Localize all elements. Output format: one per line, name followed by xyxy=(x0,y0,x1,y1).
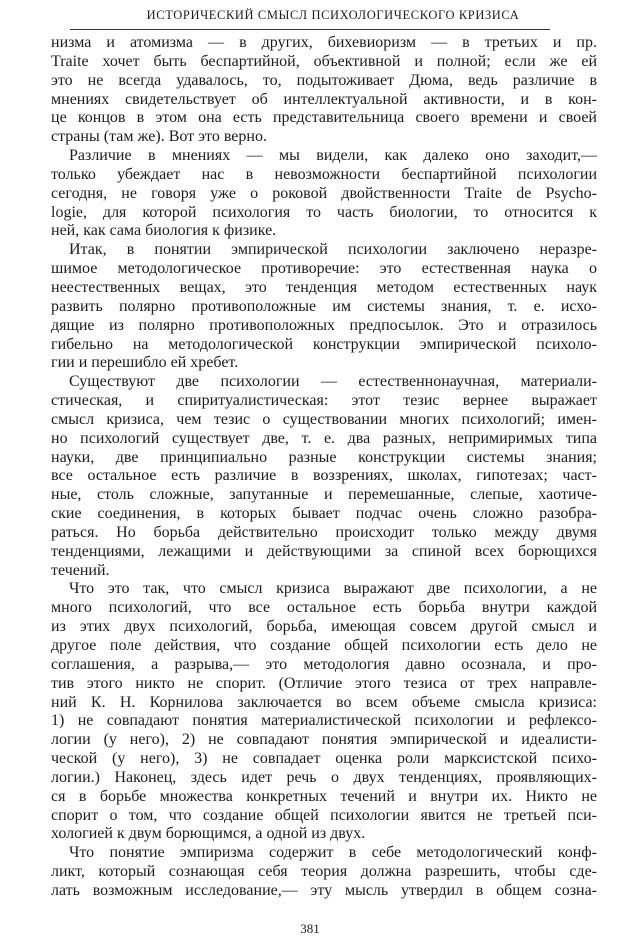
text-line: 1) не совпадают понятия материалистической психологии и рефлексо- xyxy=(51,712,597,730)
text-line: тенденциями, лежащими и действующими за спиной всех борющихся xyxy=(51,542,597,560)
text-line: спорит о том, что создание общей психологии явится не третьей пси- xyxy=(51,806,597,824)
text-line: логии.) Наконец, здесь идет речь о двух тенденциях, проявляющих- xyxy=(51,768,597,786)
text-line: ликт, который сознающая себя теория должна разрешить, чтобы сде- xyxy=(51,863,597,881)
text-line: сегодня, не говоря уже о роковой двойственности Traite de Psycho- xyxy=(51,184,597,202)
text-line: неестественных вещах, это тенденция методом естественных наук xyxy=(51,278,597,296)
text-line: другое поле действия, что создание общей психологии есть дело не xyxy=(51,637,597,654)
text-line: лать возможным исследование,— эту мысль утвердил в общем созна- xyxy=(51,881,597,899)
text-line: гибельно на методологической конструкции эмпирической психоло- xyxy=(51,335,597,353)
text-line: из этих двух психологий, борьба, имеющая совсем другой смысл и xyxy=(51,618,597,636)
text-line: только убеждает нас в невозможности беспартийной психологии xyxy=(51,165,597,183)
text-line: низма и атомизма — в других, бихевиоризм — в третьих и пр. xyxy=(51,34,597,51)
running-title: ИСТОРИЧЕСКИЙ СМЫСЛ ПСИХОЛОГИЧЕСКОГО КРИЗИСА xyxy=(146,8,520,22)
text-line: ся в борьбе множества конкретных течений и внутри их. Никто не xyxy=(51,787,597,805)
text-line: много психологий, что все остальное есть борьба внутри каждой xyxy=(51,599,597,617)
header-rule xyxy=(70,29,550,30)
text-line: Итак, в понятии эмпирической психологии заключено неразре- xyxy=(69,241,597,259)
text-line: ней, как сама биология к физике. xyxy=(51,222,277,240)
text-line: логии (у него), 2) не совпадают понятия эмпирической и идеалисти- xyxy=(51,731,597,749)
text-line: хологией к двум борющимся, а одной из двух. xyxy=(51,825,366,843)
text-line: Различие в мнениях — мы видели, как далеко оно заходит,— xyxy=(69,147,597,165)
text-line: шимое методологическое противоречие: это естественная наука о xyxy=(51,260,597,278)
text-line: гии и перешибло ей хребет. xyxy=(51,354,239,372)
text-line: ний К. Н. Корнилова заключается во всем объеме смысла кризиса: xyxy=(51,693,597,711)
text-line: страны (там же). Вот это верно. xyxy=(51,128,267,146)
text-line: ские соединения, в которых бывает подчас очень сложно разобра- xyxy=(51,505,597,523)
text-line: Traite хочет быть беспартийной, объективной и полной; если же ей xyxy=(51,52,597,70)
text-line: ные, столь сложные, запутанные и перемешанные, слепые, хаотиче- xyxy=(51,486,597,504)
text-line: развить полярно противоположные им системы знания, т. е. исхо- xyxy=(51,297,597,315)
text-line: Что это так, что смысл кризиса выражают две психологии, а не xyxy=(69,580,597,598)
text-line: стическая, и спиритуалистическая: этот тезис вернее выражает xyxy=(51,392,597,410)
text-line: смысл кризиса, чем тезис о существовании многих психологий; имен- xyxy=(51,410,597,428)
page-number: 381 xyxy=(300,921,320,936)
text-line: мнениях свидетельствует об интеллектуальной активности, и в кон- xyxy=(51,90,597,108)
text-line: но психологий существует две, т. е. два разных, непримиримых типа xyxy=(51,429,597,447)
text-line: науки, две принципиально разные конструкции системы знания; xyxy=(51,448,597,466)
text-line: соглашения, а разрыва,— это методология давно осознала, и про- xyxy=(51,655,597,673)
text-line: Что понятие эмпиризма содержит в себе методологический конф- xyxy=(69,844,597,862)
text-line: это не всегда удавалось, то, подытоживает Дюма, ведь различие в xyxy=(51,71,597,89)
text-line: течений. xyxy=(51,561,110,579)
page-body-text xyxy=(51,34,597,901)
text-line: все остальное есть различие в воззрениях, школах, гипотезах; част- xyxy=(51,467,597,485)
text-line: ческой (у него), 3) не совпадает оценка роли марксистской психо- xyxy=(51,750,597,768)
text-line: це концов в этом она есть представительница своего времени и своей xyxy=(51,109,597,127)
text-line: дящие из полярно противоположных предпосылок. Это и отразилось xyxy=(51,316,597,334)
text-line: тив этого никто не спорит. (Отличие этого тезиса от трех направле- xyxy=(51,674,597,692)
text-line: Существуют две психологии — естественнонаучная, материали- xyxy=(69,373,597,391)
text-line: раться. Но борьба действительно происходит только между двумя xyxy=(51,523,597,541)
text-line: logie, для которой психология то часть биологии, то относится к xyxy=(51,203,597,221)
